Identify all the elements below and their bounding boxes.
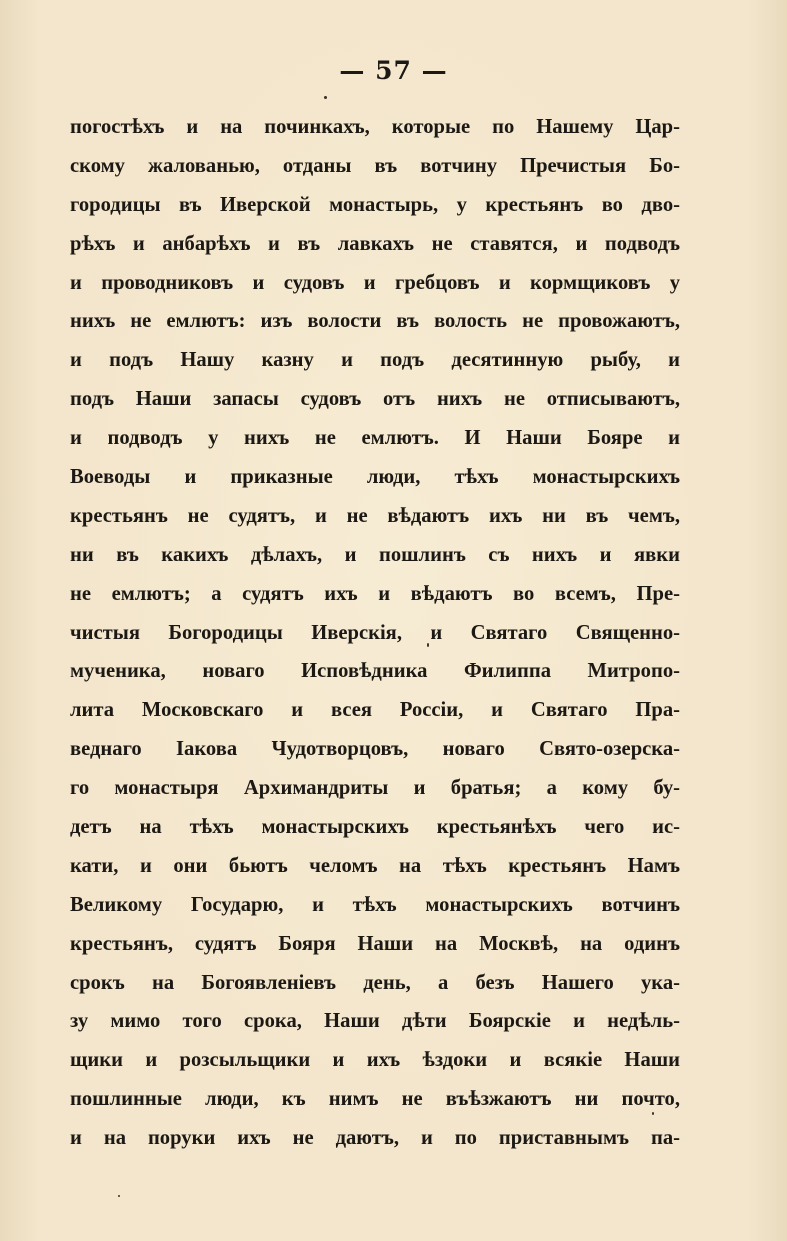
text-line: рѣхъ и анбарѣхъ и въ лавкахъ не ставятся, и подводъ xyxy=(70,232,680,255)
text-line: крестьянъ не судятъ, и не вѣдаютъ ихъ ни въ чемъ, xyxy=(70,504,680,527)
text-line: и подъ Нашу казну и подъ десятинную рыбу, и xyxy=(70,349,680,372)
page-number: — 57 — xyxy=(339,56,448,85)
text-line: и подводъ у нихъ не емлютъ. И Наши Бояре и xyxy=(70,427,680,450)
ink-speck xyxy=(118,1195,120,1197)
text-line: городицы въ Иверской монастырь, у крестьянъ во дво- xyxy=(70,193,680,216)
text-line: погостѣхъ и на починкахъ, которые по Нашему Цар- xyxy=(70,116,680,138)
text-line: крестьянъ, судятъ Бояря Наши на Москвѣ, на одинъ xyxy=(70,932,680,955)
text-line: нихъ не емлютъ: изъ волости въ волость не провожаютъ, xyxy=(70,310,680,333)
text-line: срокъ на Богоявленіевъ день, а безъ Нашего ука- xyxy=(70,971,680,994)
text-line: и проводниковъ и судовъ и гребцовъ и кормщиковъ у xyxy=(70,271,680,294)
text-line: ни въ какихъ дѣлахъ, и пошлинъ съ нихъ и явки xyxy=(70,543,680,566)
text-line: веднаго Іакова Чудотворцовъ, новаго Свято-озерска- xyxy=(70,738,680,761)
text-line: пошлинные люди, къ нимъ не въѣзжаютъ ни почто, xyxy=(70,1088,680,1111)
body-text xyxy=(70,108,680,1158)
text-line: щики и розсыльщики и ихъ ѣздоки и всякіе Наши xyxy=(70,1049,680,1072)
text-line: чистыя Богородицы Иверскія, и Святаго Священно- xyxy=(70,621,680,644)
text-line: Воеводы и приказные люди, тѣхъ монастырскихъ xyxy=(70,466,680,489)
text-line: мученика, новаго Исповѣдника Филиппа Митропо- xyxy=(70,660,680,683)
text-line: скому жалованью, отданы въ вотчину Пречистыя Бо- xyxy=(70,154,680,177)
text-line: не емлютъ; а судятъ ихъ и вѣдаютъ во всемъ, Пре- xyxy=(70,582,680,605)
text-line: кати, и они бьютъ челомъ на тѣхъ крестьянъ Намъ xyxy=(70,854,680,877)
text-line: Великому Государю, и тѣхъ монастырскихъ вотчинъ xyxy=(70,893,680,916)
text-line: детъ на тѣхъ монастырскихъ крестьянѣхъ чего ис- xyxy=(70,816,680,839)
text-line: го монастыря Архимандриты и братья; а кому бу- xyxy=(70,777,680,800)
ink-speck xyxy=(324,96,327,99)
text-line: лита Московскаго и всея Россіи, и Святаго Пра- xyxy=(70,699,680,722)
text-line: и на поруки ихъ не даютъ, и по приставнымъ па- xyxy=(70,1127,680,1150)
text-line: подъ Наши запасы судовъ отъ нихъ не отписываютъ, xyxy=(70,388,680,411)
text-line: зу мимо того срока, Наши дѣти Боярскіе и недѣль- xyxy=(70,1010,680,1033)
